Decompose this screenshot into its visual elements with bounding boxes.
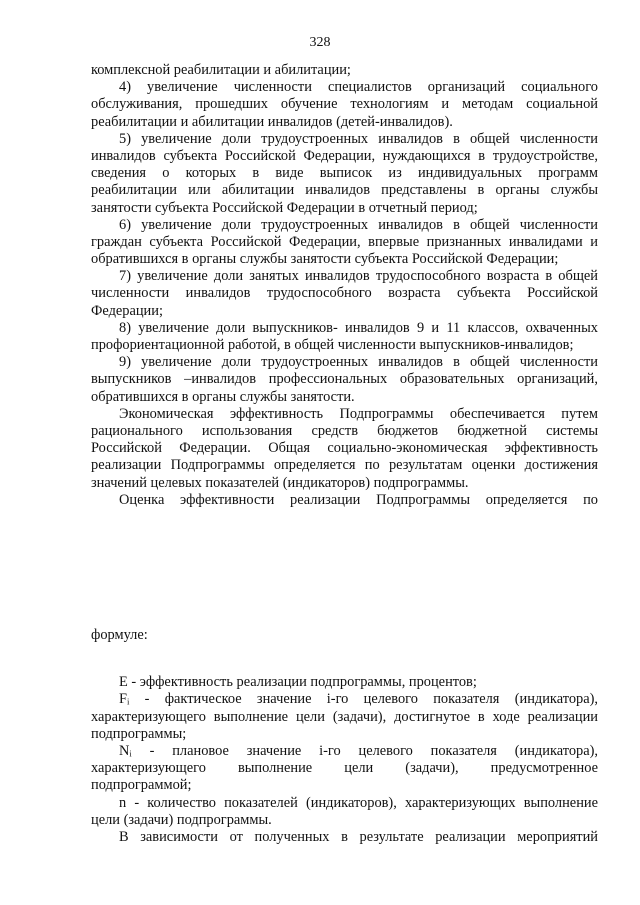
text-line: 5) увеличение доли трудоустроенных инвалидов в общей численности [119, 130, 598, 147]
text-line: рационального использования средств бюджетов бюджетной системы [91, 422, 598, 439]
text-line: обратившихся в органы службы занятости субъекта Российской Федерации; [91, 251, 559, 268]
text-line: обслуживания, прошедших обучение технологиям и методам социальной [91, 96, 598, 113]
body-text-bottom [91, 627, 598, 846]
text-line: 8) увеличение доли выпускников- инвалидов 9 и 11 классов, охваченных [119, 319, 598, 336]
text-line: В зависимости от полученных в результате реализации мероприятий [119, 828, 598, 845]
page-number: 328 [309, 35, 331, 50]
text-line: значений целевых показателей (индикаторов) подпрограммы. [91, 474, 469, 491]
text-line: реабилитации или абилитации инвалидов представлены в органы службы [91, 182, 598, 199]
text-line: выпускников –инвалидов профессиональных образовательных организаций, [91, 371, 598, 388]
text-line: граждан субъекта Российской Федерации, впервые признанных инвалидами и [91, 233, 598, 250]
text-line: обратившихся в органы службы занятости. [91, 388, 355, 405]
text-line: занятости субъекта Российской Федерации в отчетный период; [91, 199, 478, 216]
text-line: характеризующего выполнение цели (задачи), предусмотренное [91, 760, 598, 777]
text-line: цели (задачи) подпрограммы. [91, 811, 272, 828]
text-line: формуле: [91, 627, 148, 643]
text-line: Оценка эффективности реализации Подпрограммы определяется по [119, 491, 598, 508]
text-line: Федерации; [91, 302, 163, 319]
text-line: 9) увеличение доли трудоустроенных инвалидов в общей численности [119, 354, 598, 371]
text-line: Российской Федерации. Общая социально-экономическая эффективность [91, 440, 598, 457]
text-line: численности инвалидов трудоспособного возраста субъекта Российской [91, 285, 598, 302]
text-line: 7) увеличение доли занятых инвалидов трудоспособного возраста в общей [119, 268, 598, 285]
text-line: подпрограммой; [91, 777, 192, 794]
text-line [91, 644, 598, 674]
text-line: комплексной реабилитации и абилитации; [91, 62, 351, 78]
formula-area-blank [91, 522, 598, 626]
text-line: Экономическая эффективность Подпрограммы обеспечивается путем [119, 405, 598, 422]
text-line: 6) увеличение доли трудоустроенных инвалидов в общей численности [119, 216, 598, 233]
text-line: инвалидов субъекта Российской Федерации, нуждающихся в трудоустройстве, [91, 147, 598, 164]
text-line: сведения о которых в виде выписок из индивидуальных программ [91, 165, 598, 182]
text-line: Nᵢ - плановое значение i-го целевого показателя (индикатора), [119, 742, 598, 759]
text-line: 4) увеличение численности специалистов организаций социального [119, 79, 598, 96]
text-line: реабилитации и абилитации инвалидов (детей-инвалидов). [91, 113, 453, 130]
text-line: n - количество показателей (индикаторов), характеризующих выполнение [119, 794, 598, 811]
body-text-top [91, 62, 598, 509]
text-line: Fᵢ - фактическое значение i-го целевого показателя (индикатора), [119, 691, 598, 708]
text-line: реализации Подпрограммы определяется по результатам оценки достижения [91, 457, 598, 474]
text-line: характеризующего выполнение цели (задачи), достигнутое в ходе реализации [91, 708, 598, 725]
text-line: подпрограммы; [91, 725, 187, 742]
text-line: профориентационной работой, в общей численности выпускников-инвалидов; [91, 337, 574, 353]
text-line: Е - эффективность реализации подпрограммы, процентов; [119, 674, 477, 691]
